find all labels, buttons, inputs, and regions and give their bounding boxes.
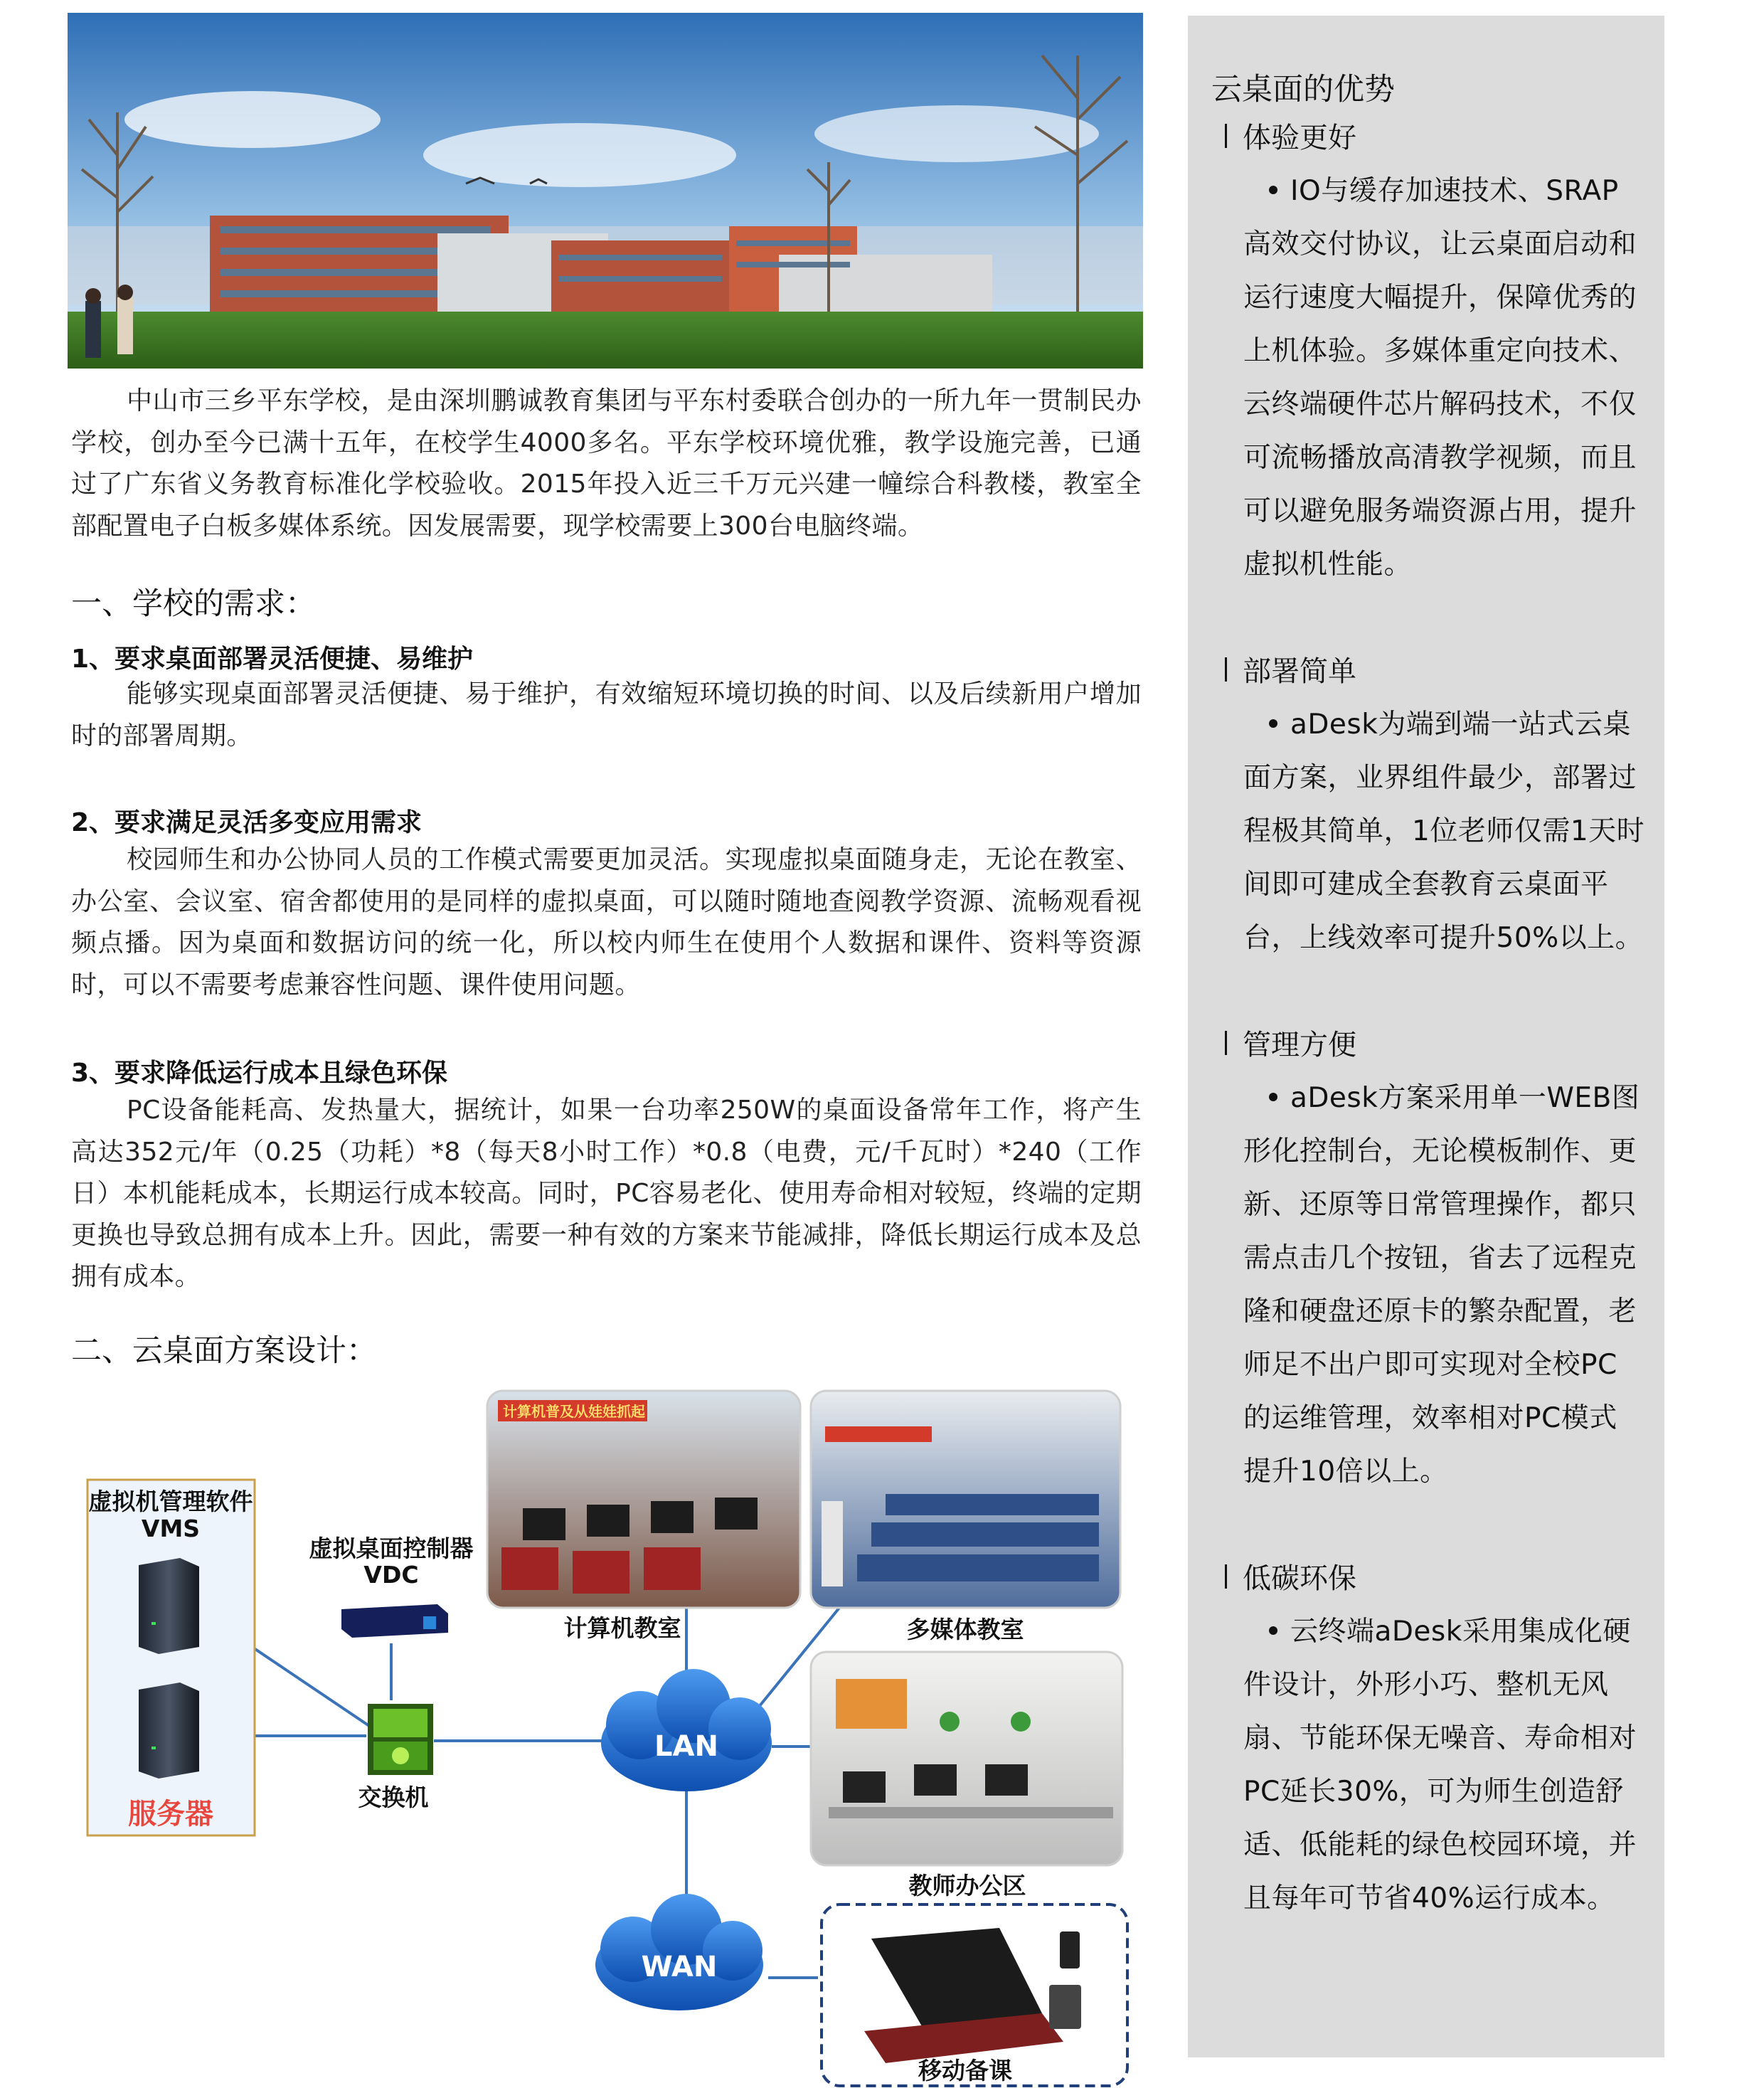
teacher-office-photo bbox=[811, 1652, 1122, 1865]
vdc-label-1: 虚拟桌面控制器 bbox=[309, 1535, 474, 1562]
main-content bbox=[71, 381, 1142, 547]
vdc-controller-icon bbox=[341, 1604, 448, 1638]
vms-label-2: VMS bbox=[141, 1515, 201, 1542]
advantage-management bbox=[1243, 1022, 1645, 1498]
heading-bar-icon bbox=[1225, 657, 1227, 682]
computer-classroom-photo bbox=[487, 1391, 800, 1608]
vms-label-1: 虚拟机管理软件 bbox=[88, 1488, 253, 1515]
server-icon-1 bbox=[139, 1558, 199, 1654]
requirement-body-3: PC设备能耗高、发热量大，据统计，如果一台功率250W的桌面设备常年工作，将产生高达352元/年（0.25（功耗）*8（每天8小时工作）*0.8（电费，元/千瓦时）*240（工作日）本机能耗成本，长期运行成本较高。同时，PC容易老化、使用寿命相对较短，终端的定期更换也导致总拥有成本上升。因此，需要一种有效的方案来节能减排，降低长期运行成本及总拥有成本。 bbox=[71, 1096, 1142, 1291]
bullet-icon bbox=[1269, 186, 1277, 194]
sidebar-title: 云桌面的优势 bbox=[1211, 72, 1395, 107]
requirement-title-3: 3、要求降低运行成本且绿色环保 bbox=[71, 1059, 448, 1088]
network-diagram bbox=[68, 1387, 1145, 2088]
advantage-experience bbox=[1243, 115, 1645, 591]
advantage-heading: 低碳环保 bbox=[1243, 1562, 1356, 1595]
multimedia-room-label: 多媒体教室 bbox=[906, 1616, 1024, 1643]
teacher-office-label: 教师办公区 bbox=[908, 1872, 1026, 1899]
advantage-heading: 部署简单 bbox=[1243, 655, 1356, 688]
computer-room-label: 计算机教室 bbox=[563, 1614, 681, 1642]
requirement-body-1: 能够实现桌面部署灵活便捷、易于维护，有效缩短环境切换的时间、以及后续新用户增加时的部署周期。 bbox=[71, 679, 1142, 751]
school-building-photo bbox=[68, 13, 1143, 369]
requirement-body-2: 校园师生和办公协同人员的工作模式需要更加灵活。实现虚拟桌面随身走，无论在教室、办公室、会议室、宿舍都使用的是同样的虚拟桌面，可以随时随地查阅教学资源、流畅观看视频点播。因为桌面和数据访问的统一化，所以校内师生在使用个人数据和课件、资料等资源时，可以不需要考虑兼容性问题、课件使用问题。 bbox=[71, 845, 1142, 1000]
classroom-banner: 计算机普及从娃娃抓起 bbox=[503, 1403, 645, 1420]
lan-label: LAN bbox=[654, 1730, 718, 1763]
advantage-text: aDesk方案采用单一WEB图形化控制台，无论模板制作、更新、还原等日常管理操作，都只需点击几个按钮，省去了远程克隆和硬盘还原卡的繁杂配置，老师足不出户即可实现对全校PC的运维管理，效率相对PC模式提升10倍以上。 bbox=[1243, 1082, 1640, 1488]
requirement-title-2: 2、要求满足灵活多变应用需求 bbox=[71, 808, 423, 837]
advantage-text: aDesk为端到端一站式云桌面方案，业界组件最少，部署过程极其简单，1位老师仅需1天时间即可建成全套教育云桌面平台，上线效率可提升50%以上。 bbox=[1243, 709, 1645, 954]
requirement-title-1: 1、要求桌面部署灵活便捷、易维护 bbox=[71, 645, 474, 674]
advantage-text: IO与缓存加速技术、SRAP高效交付协议，让云桌面启动和运行速度大幅提升，保障优秀的上机体验。多媒体重定向技术、云终端硬件芯片解码技术，不仅可流畅播放高清教学视频，而且可以避免服务端资源占用，提升虚拟机性能。 bbox=[1243, 175, 1637, 581]
multimedia-classroom-photo bbox=[811, 1391, 1120, 1608]
server-icon-2 bbox=[139, 1682, 199, 1779]
advantage-heading: 管理方便 bbox=[1243, 1029, 1356, 1061]
server-label: 服务器 bbox=[128, 1798, 213, 1830]
heading-bar-icon bbox=[1225, 1564, 1227, 1589]
switch-label: 交换机 bbox=[358, 1784, 429, 1811]
heading-bar-icon bbox=[1225, 1031, 1227, 1055]
advantage-text: 云终端aDesk采用集成化硬件设计，外形小巧、整机无风扇、节能环保无噪音、寿命相对PC延长30%，可为师生创造舒适、低能耗的绿色校园环境，并且每年可节省40%运行成本。 bbox=[1243, 1616, 1637, 1914]
advantage-green bbox=[1243, 1556, 1645, 1925]
section-heading-requirements: 一、学校的需求： bbox=[71, 586, 316, 622]
vdc-label-2: VDC bbox=[363, 1561, 419, 1589]
intro-paragraph: 中山市三乡平东学校，是由深圳鹏诚教育集团与平东村委联合创办的一所九年一贯制民办学校，创办至今已满十五年，在校学生4000多名。平东学校环境优雅，教学设施完善，已通过了广东省义务教育标准化学校验收。2015年投入近三千万元兴建一幢综合科教楼，教室全部配置电子白板多媒体系统。因发展需要，现学校需要上300台电脑终端。 bbox=[71, 386, 1142, 541]
bullet-icon bbox=[1269, 719, 1277, 728]
bullet-icon bbox=[1269, 1093, 1277, 1101]
advantages-sidebar bbox=[1188, 16, 1664, 2057]
advantage-heading: 体验更好 bbox=[1243, 122, 1356, 154]
wan-label: WAN bbox=[641, 1951, 718, 1983]
mobile-prep-label: 移动备课 bbox=[918, 2057, 1012, 2084]
section-heading-design: 二、云桌面方案设计： bbox=[71, 1333, 377, 1369]
link-lines bbox=[199, 1608, 839, 1978]
bullet-icon bbox=[1269, 1626, 1277, 1635]
switch-icon bbox=[368, 1704, 433, 1775]
advantage-deployment bbox=[1243, 649, 1645, 965]
heading-bar-icon bbox=[1225, 124, 1227, 148]
